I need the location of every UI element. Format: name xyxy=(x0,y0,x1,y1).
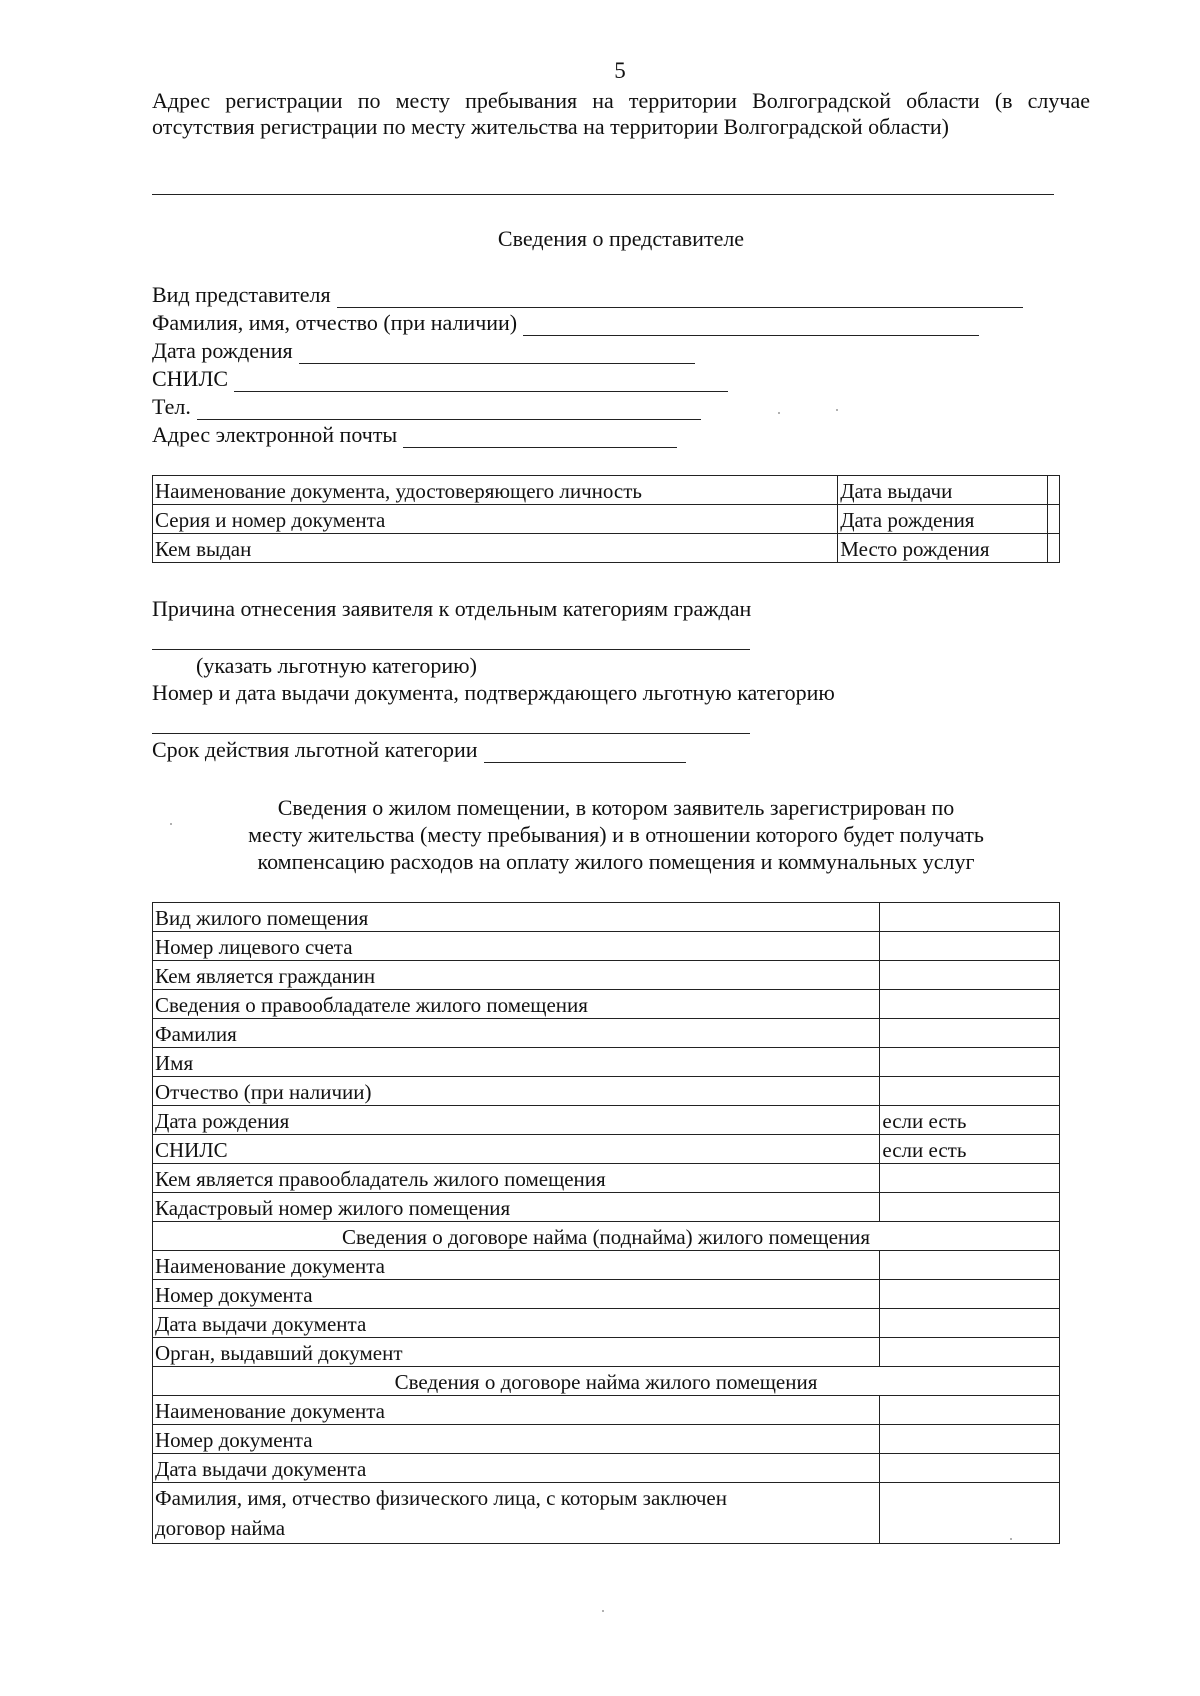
lease-section-header: Сведения о договоре найма жилого помещения xyxy=(153,1367,1060,1396)
housing-table xyxy=(152,902,1060,1544)
representative-snils-label: СНИЛС xyxy=(152,366,229,391)
representative-type-field xyxy=(152,282,1023,308)
category-reason-label: Причина отнесения заявителя к отдельным категориям граждан xyxy=(152,596,752,621)
housing-row-label: Дата рождения xyxy=(153,1106,880,1135)
housing-row-value[interactable] xyxy=(880,1048,1060,1077)
housing-row-value[interactable] xyxy=(880,1077,1060,1106)
housing-row-value[interactable] xyxy=(880,1019,1060,1048)
doc-series-number-label: Серия и номер документа xyxy=(153,505,838,534)
representative-heading: Сведения о представителе xyxy=(497,226,745,251)
housing-row-value[interactable] xyxy=(880,990,1060,1019)
representative-birthdate-field xyxy=(152,338,695,364)
lease-row-label: Наименование документа xyxy=(153,1396,880,1425)
table-row xyxy=(153,1106,1060,1135)
table-row xyxy=(153,1251,1060,1280)
table-row xyxy=(153,1425,1060,1454)
lease-header-row xyxy=(153,1367,1060,1396)
representative-birthdate-label: Дата рождения xyxy=(152,338,293,363)
sublease-row-label: Дата выдачи документа xyxy=(153,1309,880,1338)
table-row xyxy=(153,1280,1060,1309)
housing-row-value[interactable] xyxy=(880,961,1060,990)
housing-row-label: Кадастровый номер жилого помещения xyxy=(153,1193,880,1222)
table-row xyxy=(153,1048,1060,1077)
housing-row-label: Имя xyxy=(153,1048,880,1077)
category-validity-label: Срок действия льготной категории xyxy=(152,737,478,762)
representative-type-label: Вид представителя xyxy=(152,282,331,307)
table-row xyxy=(153,932,1060,961)
table-row xyxy=(153,1193,1060,1222)
scan-speck xyxy=(1010,1538,1012,1540)
table-row xyxy=(153,505,1060,534)
housing-row-label: Кем является правообладатель жилого помещения xyxy=(153,1164,880,1193)
birth-date-cell[interactable] xyxy=(1048,505,1060,534)
representative-email-line[interactable] xyxy=(403,429,677,448)
sublease-row-value[interactable] xyxy=(880,1309,1060,1338)
housing-row-label: Сведения о правообладателе жилого помещения xyxy=(153,990,880,1019)
housing-heading xyxy=(152,794,1080,875)
representative-snils-field xyxy=(152,366,728,392)
housing-heading-line: месту жительства (месту пребывания) и в отношении которого будет получать xyxy=(248,822,984,847)
representative-phone-field xyxy=(152,394,701,420)
issued-by-label: Кем выдан xyxy=(153,534,838,563)
scan-speck xyxy=(836,409,838,411)
table-row xyxy=(153,534,1060,563)
housing-row-label: СНИЛС xyxy=(153,1135,880,1164)
lease-row-value[interactable] xyxy=(880,1396,1060,1425)
representative-email-label: Адрес электронной почты xyxy=(152,422,398,447)
lease-row-value[interactable] xyxy=(880,1483,1060,1544)
housing-row-value[interactable] xyxy=(880,1193,1060,1222)
sublease-row-value[interactable] xyxy=(880,1338,1060,1367)
lease-person-label-cont: договор найма xyxy=(155,1516,286,1540)
table-row xyxy=(153,1019,1060,1048)
housing-row-value[interactable] xyxy=(880,932,1060,961)
table-row xyxy=(153,1338,1060,1367)
lease-row-label: Номер документа xyxy=(153,1425,880,1454)
representative-fullname-label: Фамилия, имя, отчество (при наличии) xyxy=(152,310,518,335)
table-row xyxy=(153,1164,1060,1193)
housing-row-value[interactable] xyxy=(880,903,1060,932)
birth-place-cell[interactable] xyxy=(1048,534,1060,563)
category-hint: (указать льготную категорию) xyxy=(196,653,477,678)
lease-person-label: Фамилия, имя, отчество физического лица, с которым заключен xyxy=(155,1486,727,1510)
sublease-row-label: Наименование документа xyxy=(153,1251,880,1280)
representative-fullname-field xyxy=(152,310,979,336)
housing-row-value[interactable]: если есть xyxy=(880,1135,1060,1164)
issue-date-label: Дата выдачи xyxy=(838,476,1048,505)
table-row xyxy=(153,1309,1060,1338)
representative-email-field xyxy=(152,422,677,448)
table-row xyxy=(153,1483,1060,1544)
scan-speck xyxy=(170,823,172,825)
category-doc-line[interactable] xyxy=(152,733,750,734)
lease-row-label xyxy=(153,1483,880,1544)
sublease-row-label: Номер документа xyxy=(153,1280,880,1309)
lease-row-value[interactable] xyxy=(880,1454,1060,1483)
id-document-table xyxy=(152,475,1060,563)
registration-address-line[interactable] xyxy=(152,194,1054,195)
table-row xyxy=(153,1077,1060,1106)
table-row xyxy=(153,1135,1060,1164)
birth-date-label: Дата рождения xyxy=(838,505,1048,534)
id-doc-name-label: Наименование документа, удостоверяющего личность xyxy=(153,476,838,505)
housing-heading-line: Сведения о жилом помещении, в котором заявитель зарегистрирован по xyxy=(277,795,955,820)
scan-speck xyxy=(602,1610,604,1612)
table-row xyxy=(153,990,1060,1019)
housing-row-label: Вид жилого помещения xyxy=(153,903,880,932)
housing-row-label: Кем является гражданин xyxy=(153,961,880,990)
registration-address-label: Адрес регистрации по месту пребывания на территории Волгоградской области (в случае отсутствия регистрации по месту жительства на территории Волгоградской области) xyxy=(152,88,1090,139)
table-row xyxy=(153,903,1060,932)
table-row xyxy=(153,1396,1060,1425)
lease-row-label: Дата выдачи документа xyxy=(153,1454,880,1483)
issue-date-cell[interactable] xyxy=(1048,476,1060,505)
category-validity-line[interactable] xyxy=(484,744,686,763)
table-row xyxy=(153,961,1060,990)
sublease-row-label: Орган, выдавший документ xyxy=(153,1338,880,1367)
representative-type-line[interactable] xyxy=(337,289,1023,308)
sublease-row-value[interactable] xyxy=(880,1280,1060,1309)
housing-row-value[interactable] xyxy=(880,1164,1060,1193)
housing-row-label: Фамилия xyxy=(153,1019,880,1048)
representative-phone-label: Тел. xyxy=(152,394,191,419)
scan-speck xyxy=(778,412,780,414)
table-row xyxy=(153,476,1060,505)
representative-snils-line[interactable] xyxy=(234,373,728,392)
category-validity-field xyxy=(152,737,686,763)
representative-birthdate-line[interactable] xyxy=(299,345,695,364)
housing-row-value[interactable]: если есть xyxy=(880,1106,1060,1135)
representative-fullname-line[interactable] xyxy=(523,317,979,336)
page-number: 5 xyxy=(614,58,626,83)
category-doc-label: Номер и дата выдачи документа, подтверждающего льготную категорию xyxy=(152,680,835,705)
sublease-section-header: Сведения о договоре найма (поднайма) жилого помещения xyxy=(153,1222,1060,1251)
sublease-header-row xyxy=(153,1222,1060,1251)
representative-phone-line[interactable] xyxy=(197,401,701,420)
birth-place-label: Место рождения xyxy=(838,534,1048,563)
housing-row-label: Номер лицевого счета xyxy=(153,932,880,961)
lease-row-value[interactable] xyxy=(880,1425,1060,1454)
housing-row-label: Отчество (при наличии) xyxy=(153,1077,880,1106)
housing-heading-line: компенсацию расходов на оплату жилого помещения и коммунальных услуг xyxy=(257,849,975,874)
table-row xyxy=(153,1454,1060,1483)
category-reason-line[interactable] xyxy=(152,649,750,650)
sublease-row-value[interactable] xyxy=(880,1251,1060,1280)
